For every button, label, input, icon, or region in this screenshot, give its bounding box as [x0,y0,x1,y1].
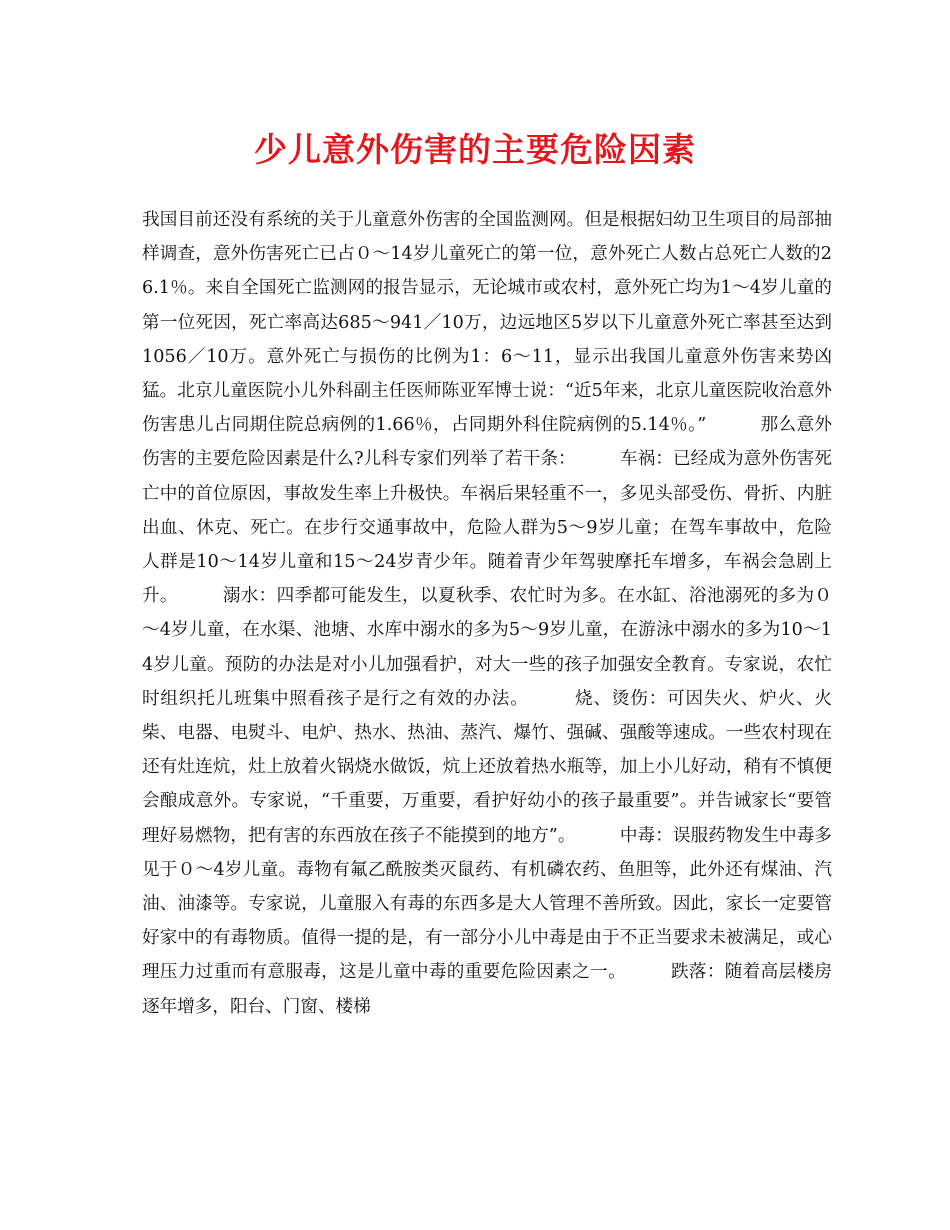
document-body: 我国目前还没有系统的关于儿童意外伤害的全国监测网。但是根据妇幼卫生项目的局部抽样调查，意外伤害死亡已占０～14岁儿童死亡的第一位，意外死亡人数占总死亡人数的26.1％。来自全国死亡监测网的报告显示，无论城市或农村，意外死亡均为1～4岁儿童的第一位死因，死亡率高达685～941／10万，边远地区5岁以下儿童意外死亡率甚至达到1056／10万。意外死亡与损伤的比例为1：6～11，显示出我国儿童意外伤害来势凶猛。北京儿童医院小儿外科副主任医师陈亚军博士说：“近5年来，北京儿童医院收治意外伤害患儿占同期住院总病例的1.66％，占同期外科住院病例的5.14％。” 那么意外伤害的主要危险因素是什么?儿科专家们列举了若干条： 车祸：已经成为意外伤害死亡中的首位原因，事故发生率上升极快。车祸后果轻重不一，多见头部受伤、骨折、内脏出血、休克、死亡。在步行交通事故中，危险人群为5～9岁儿童；在驾车事故中，危险人群是10～14岁儿童和15～24岁青少年。随着青少年驾驶摩托车增多，车祸会急剧上升。 溺水：四季都可能发生，以夏秋季、农忙时为多。在水缸、浴池溺死的多为０～4岁儿童，在水渠、池塘、水库中溺水的多为5～9岁儿童，在游泳中溺水的多为10～14岁儿童。预防的办法是对小儿加强看护，对大一些的孩子加强安全教育。专家说，农忙时组织托儿班集中照看孩子是行之有效的办法。 烧、烫伤：可因失火、炉火、火柴、电器、电熨斗、电炉、热水、热油、蒸汽、爆竹、强碱、强酸等速成。一些农村现在还有灶连炕，灶上放着火锅烧水做饭，炕上还放着热水瓶等，加上小儿好动，稍有不慎便会酿成意外。专家说，“千重要，万重要，看护好幼小的孩子最重要”。并告诫家长“要管理好易燃物，把有害的东西放在孩子不能摸到的地方”。 中毒：误服药物发生中毒多见于０～4岁儿童。毒物有氟乙酰胺类灭鼠药、有机磷农药、鱼胆等，此外还有煤油、汽油、油漆等。专家说，儿童服入有毒的东西多是大人管理不善所致。因此，家长一定要管好家中的有毒物质。值得一提的是，有一部分小儿中毒是由于不正当要求未被满足，或心理压力过重而有意服毒，这是儿童中毒的重要危险因素之一。 跌落：随着高层楼房逐年增多，阳台、门窗、楼梯 [142,210,832,1017]
document-title: 少儿意外伤害的主要危险因素 [254,130,696,169]
